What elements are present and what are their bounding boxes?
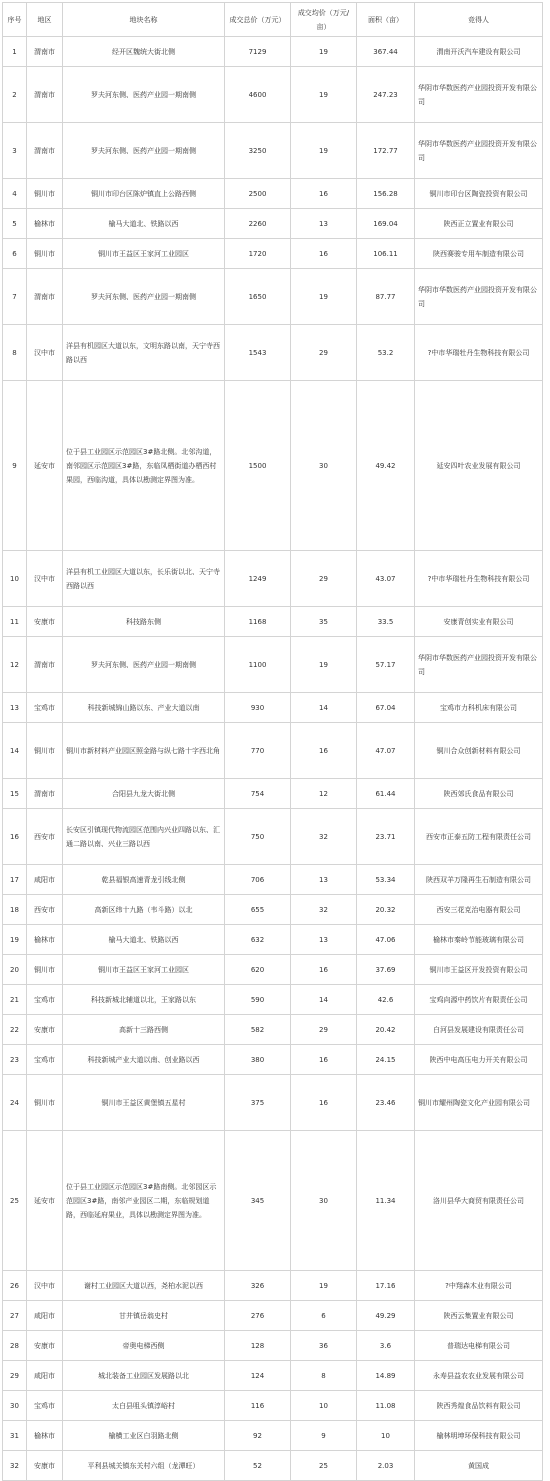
row-plot-name: 洋县有机工业园区大道以东，长乐街以北、天宁寺西路以西 xyxy=(63,551,225,607)
row-avg-price: 19 xyxy=(291,269,357,325)
row-plot-name: 洋县有机园区大道以东，文明东路以南，天宁寺西路以西 xyxy=(63,325,225,381)
row-region: 渭南市 xyxy=(27,269,63,325)
row-buyer: 榆林市秦岭节能玻璃有限公司 xyxy=(415,925,543,955)
table-row xyxy=(3,985,543,1015)
row-number: 7 xyxy=(3,269,27,325)
row-region: 宝鸡市 xyxy=(27,985,63,1015)
row-buyer: 黄国成 xyxy=(415,1451,543,1481)
header-total: 成交总价（万元） xyxy=(225,3,291,37)
row-buyer: 洛川县华大商贸有限责任公司 xyxy=(415,1131,543,1271)
row-avg-price: 29 xyxy=(291,551,357,607)
header-no: 序号 xyxy=(3,3,27,37)
row-total-price: 124 xyxy=(225,1361,291,1391)
row-buyer: 铜川市印台区陶瓷投资有限公司 xyxy=(415,179,543,209)
row-number: 9 xyxy=(3,381,27,551)
row-avg-price: 19 xyxy=(291,1271,357,1301)
row-avg-price: 29 xyxy=(291,325,357,381)
table-row xyxy=(3,779,543,809)
row-total-price: 326 xyxy=(225,1271,291,1301)
row-area: 10 xyxy=(357,1421,415,1451)
row-plot-name: 罗夫河东侧、医药产业园一期南侧 xyxy=(63,637,225,693)
row-avg-price: 16 xyxy=(291,723,357,779)
row-avg-price: 14 xyxy=(291,693,357,723)
row-area: 24.15 xyxy=(357,1045,415,1075)
table-row xyxy=(3,1301,543,1331)
row-avg-price: 19 xyxy=(291,67,357,123)
row-region: 铜川市 xyxy=(27,1075,63,1131)
row-area: 14.89 xyxy=(357,1361,415,1391)
row-avg-price: 32 xyxy=(291,895,357,925)
row-region: 榆林市 xyxy=(27,209,63,239)
row-total-price: 116 xyxy=(225,1391,291,1421)
row-number: 13 xyxy=(3,693,27,723)
row-plot-name: 高新十三路西侧 xyxy=(63,1015,225,1045)
row-region: 安康市 xyxy=(27,607,63,637)
row-buyer: 陕西赛骏专用车制造有限公司 xyxy=(415,239,543,269)
row-total-price: 2500 xyxy=(225,179,291,209)
table-row xyxy=(3,865,543,895)
row-buyer: 陕西中电高压电力开关有限公司 xyxy=(415,1045,543,1075)
row-region: 延安市 xyxy=(27,1131,63,1271)
row-total-price: 582 xyxy=(225,1015,291,1045)
table-row xyxy=(3,809,543,865)
row-buyer: 榆林明坤环保科技有限公司 xyxy=(415,1421,543,1451)
row-buyer: 陕西秀煌食品饮料有限公司 xyxy=(415,1391,543,1421)
table-row xyxy=(3,693,543,723)
row-plot-name: 合阳县九龙大街北侧 xyxy=(63,779,225,809)
row-area: 106.11 xyxy=(357,239,415,269)
row-total-price: 1543 xyxy=(225,325,291,381)
row-avg-price: 36 xyxy=(291,1331,357,1361)
row-total-price: 1249 xyxy=(225,551,291,607)
row-buyer: 宝鸡向源中药饮片有限责任公司 xyxy=(415,985,543,1015)
table-row xyxy=(3,1015,543,1045)
row-plot-name: 位于县工业园区示范园区3#路北侧。北邻沟道，南邻园区示范园区3#路，东临凤栖街道办栖西村果园，西临沟道，具体以勘测定界图为准。 xyxy=(63,381,225,551)
row-area: 20.42 xyxy=(357,1015,415,1045)
table-row xyxy=(3,179,543,209)
row-plot-name: 罗夫河东侧、医药产业园一期南侧 xyxy=(63,269,225,325)
table-row xyxy=(3,67,543,123)
row-plot-name: 平利县城关镇东关村六组（龙潭旺） xyxy=(63,1451,225,1481)
row-total-price: 52 xyxy=(225,1451,291,1481)
row-region: 宝鸡市 xyxy=(27,1391,63,1421)
row-buyer: 铜川合众创新材料有限公司 xyxy=(415,723,543,779)
row-area: 367.44 xyxy=(357,37,415,67)
row-number: 28 xyxy=(3,1331,27,1361)
row-area: 61.44 xyxy=(357,779,415,809)
row-number: 12 xyxy=(3,637,27,693)
row-plot-name: 铜川市印台区陈炉镇直上公路西侧 xyxy=(63,179,225,209)
row-area: 3.6 xyxy=(357,1331,415,1361)
table-row xyxy=(3,637,543,693)
row-plot-name: 榆马大道北、铁路以西 xyxy=(63,925,225,955)
row-total-price: 930 xyxy=(225,693,291,723)
row-area: 33.5 xyxy=(357,607,415,637)
row-region: 榆林市 xyxy=(27,1421,63,1451)
table-row xyxy=(3,239,543,269)
row-plot-name: 铜川市王益区王家河工业园区 xyxy=(63,239,225,269)
table-body xyxy=(3,37,543,1481)
row-total-price: 375 xyxy=(225,1075,291,1131)
row-plot-name: 榆马大道北、铁路以西 xyxy=(63,209,225,239)
row-area: 47.07 xyxy=(357,723,415,779)
row-avg-price: 6 xyxy=(291,1301,357,1331)
row-number: 23 xyxy=(3,1045,27,1075)
table-row xyxy=(3,955,543,985)
table-row xyxy=(3,269,543,325)
row-avg-price: 29 xyxy=(291,1015,357,1045)
row-plot-name: 铜川市王益区王家河工业园区 xyxy=(63,955,225,985)
row-number: 24 xyxy=(3,1075,27,1131)
row-avg-price: 10 xyxy=(291,1391,357,1421)
row-number: 16 xyxy=(3,809,27,865)
row-buyer: 渭南开沃汽车建设有限公司 xyxy=(415,37,543,67)
row-number: 5 xyxy=(3,209,27,239)
row-total-price: 1168 xyxy=(225,607,291,637)
row-buyer: 华阴市华数医药产业园投资开发有限公司 xyxy=(415,269,543,325)
row-buyer: ?中市华瑞牡丹生物科技有限公司 xyxy=(415,551,543,607)
row-area: 172.77 xyxy=(357,123,415,179)
row-region: 渭南市 xyxy=(27,67,63,123)
table-row xyxy=(3,925,543,955)
land-transaction-table xyxy=(2,2,543,1481)
row-number: 15 xyxy=(3,779,27,809)
header-area: 面积（亩） xyxy=(357,3,415,37)
row-region: 铜川市 xyxy=(27,955,63,985)
row-area: 23.71 xyxy=(357,809,415,865)
row-region: 咸阳市 xyxy=(27,1361,63,1391)
row-total-price: 7129 xyxy=(225,37,291,67)
row-region: 铜川市 xyxy=(27,723,63,779)
table-row xyxy=(3,1271,543,1301)
table-row xyxy=(3,381,543,551)
row-area: 2.03 xyxy=(357,1451,415,1481)
row-avg-price: 13 xyxy=(291,209,357,239)
row-region: 安康市 xyxy=(27,1451,63,1481)
row-avg-price: 9 xyxy=(291,1421,357,1451)
row-plot-name: 帝奥电梯西侧 xyxy=(63,1331,225,1361)
table-row xyxy=(3,1361,543,1391)
row-avg-price: 16 xyxy=(291,955,357,985)
table-row xyxy=(3,325,543,381)
row-area: 17.16 xyxy=(357,1271,415,1301)
row-buyer: 铜川市耀州陶瓷文化产业园有限公司 xyxy=(415,1075,543,1131)
row-total-price: 1500 xyxy=(225,381,291,551)
row-area: 53.34 xyxy=(357,865,415,895)
row-region: 宝鸡市 xyxy=(27,693,63,723)
row-avg-price: 25 xyxy=(291,1451,357,1481)
row-region: 宝鸡市 xyxy=(27,1045,63,1075)
row-area: 156.28 xyxy=(357,179,415,209)
row-plot-name: 位于县工业园区示范园区3#路南侧。北邻园区示范园区3#路，南邻产业园区二期，东临规划道路，西临延府果业，具体以勘测定界图为准。 xyxy=(63,1131,225,1271)
table-row xyxy=(3,1421,543,1451)
table-row xyxy=(3,123,543,179)
row-area: 47.06 xyxy=(357,925,415,955)
row-number: 3 xyxy=(3,123,27,179)
row-area: 247.23 xyxy=(357,67,415,123)
header-plot: 地块名称 xyxy=(63,3,225,37)
row-region: 汉中市 xyxy=(27,325,63,381)
row-region: 铜川市 xyxy=(27,239,63,269)
row-area: 37.69 xyxy=(357,955,415,985)
row-total-price: 590 xyxy=(225,985,291,1015)
table-row xyxy=(3,1451,543,1481)
row-total-price: 3250 xyxy=(225,123,291,179)
row-number: 17 xyxy=(3,865,27,895)
row-area: 20.32 xyxy=(357,895,415,925)
row-plot-name: 谢村工业园区大道以西，尧柏水泥以西 xyxy=(63,1271,225,1301)
row-plot-name: 科技新城产业大道以南、创业路以西 xyxy=(63,1045,225,1075)
row-total-price: 620 xyxy=(225,955,291,985)
row-buyer: 陕西正立置业有限公司 xyxy=(415,209,543,239)
row-plot-name: 乾县福银高速青龙引线北侧 xyxy=(63,865,225,895)
row-buyer: 华阴市华数医药产业园投资开发有限公司 xyxy=(415,123,543,179)
row-number: 26 xyxy=(3,1271,27,1301)
row-number: 14 xyxy=(3,723,27,779)
row-region: 咸阳市 xyxy=(27,865,63,895)
row-area: 57.17 xyxy=(357,637,415,693)
row-plot-name: 铜川市王益区黄堡镇五星村 xyxy=(63,1075,225,1131)
row-area: 11.08 xyxy=(357,1391,415,1421)
row-avg-price: 16 xyxy=(291,1045,357,1075)
row-avg-price: 16 xyxy=(291,179,357,209)
row-plot-name: 高新区纬十九路（韦斗路）以北 xyxy=(63,895,225,925)
row-number: 22 xyxy=(3,1015,27,1045)
row-region: 安康市 xyxy=(27,1331,63,1361)
table-row xyxy=(3,37,543,67)
row-buyer: 华阴市华数医药产业园投资开发有限公司 xyxy=(415,637,543,693)
row-avg-price: 19 xyxy=(291,37,357,67)
row-avg-price: 12 xyxy=(291,779,357,809)
row-avg-price: 16 xyxy=(291,1075,357,1131)
row-buyer: ?中市华瑞牡丹生物科技有限公司 xyxy=(415,325,543,381)
row-avg-price: 16 xyxy=(291,239,357,269)
row-plot-name: 罗夫河东侧、医药产业园一期南侧 xyxy=(63,67,225,123)
row-plot-name: 科技新城北辅道以北，王家路以东 xyxy=(63,985,225,1015)
row-buyer: 西安市正泰五防工程有限责任公司 xyxy=(415,809,543,865)
row-number: 18 xyxy=(3,895,27,925)
row-total-price: 770 xyxy=(225,723,291,779)
row-number: 29 xyxy=(3,1361,27,1391)
row-region: 安康市 xyxy=(27,1015,63,1045)
header-avg: 成交均价（万元/亩） xyxy=(291,3,357,37)
row-buyer: 普瑞达电梯有限公司 xyxy=(415,1331,543,1361)
table-row xyxy=(3,1075,543,1131)
row-buyer: 延安四叶农业发展有限公司 xyxy=(415,381,543,551)
row-avg-price: 19 xyxy=(291,637,357,693)
row-area: 42.6 xyxy=(357,985,415,1015)
row-number: 1 xyxy=(3,37,27,67)
table-header-row xyxy=(3,3,543,37)
row-area: 169.04 xyxy=(357,209,415,239)
row-total-price: 754 xyxy=(225,779,291,809)
row-plot-name: 铜川市新材料产业园区照金路与纵七路十字西北角 xyxy=(63,723,225,779)
row-plot-name: 经开区魏统大街北侧 xyxy=(63,37,225,67)
row-buyer: 华阴市华数医药产业园投资开发有限公司 xyxy=(415,67,543,123)
row-number: 21 xyxy=(3,985,27,1015)
row-total-price: 128 xyxy=(225,1331,291,1361)
row-region: 渭南市 xyxy=(27,37,63,67)
row-total-price: 1100 xyxy=(225,637,291,693)
row-area: 49.29 xyxy=(357,1301,415,1331)
row-number: 10 xyxy=(3,551,27,607)
table-row xyxy=(3,1131,543,1271)
row-buyer: 陕西云集置业有限公司 xyxy=(415,1301,543,1331)
row-buyer: 安康青创实业有限公司 xyxy=(415,607,543,637)
row-region: 渭南市 xyxy=(27,637,63,693)
row-area: 11.34 xyxy=(357,1131,415,1271)
row-avg-price: 19 xyxy=(291,123,357,179)
row-region: 渭南市 xyxy=(27,779,63,809)
row-number: 25 xyxy=(3,1131,27,1271)
row-number: 32 xyxy=(3,1451,27,1481)
row-number: 27 xyxy=(3,1301,27,1331)
row-avg-price: 30 xyxy=(291,381,357,551)
row-region: 西安市 xyxy=(27,809,63,865)
row-total-price: 1720 xyxy=(225,239,291,269)
row-region: 汉中市 xyxy=(27,551,63,607)
row-region: 西安市 xyxy=(27,895,63,925)
table-row xyxy=(3,895,543,925)
table-row xyxy=(3,1045,543,1075)
row-plot-name: 长安区引镇现代物流园区范围内兴业四路以东、汇通二路以南、兴业三路以西 xyxy=(63,809,225,865)
table-row xyxy=(3,551,543,607)
row-total-price: 92 xyxy=(225,1421,291,1451)
row-total-price: 4600 xyxy=(225,67,291,123)
row-avg-price: 35 xyxy=(291,607,357,637)
row-plot-name: 罗夫河东侧、医药产业园一期南侧 xyxy=(63,123,225,179)
row-plot-name: 甘井镇岳翁史村 xyxy=(63,1301,225,1331)
table-row xyxy=(3,1331,543,1361)
row-region: 铜川市 xyxy=(27,179,63,209)
row-buyer: 白河县发展建设有限责任公司 xyxy=(415,1015,543,1045)
table-row xyxy=(3,1391,543,1421)
row-total-price: 750 xyxy=(225,809,291,865)
row-area: 87.77 xyxy=(357,269,415,325)
row-plot-name: 城北装备工业园区发展路以北 xyxy=(63,1361,225,1391)
row-number: 30 xyxy=(3,1391,27,1421)
row-plot-name: 科技新城锦山路以东、产业大道以南 xyxy=(63,693,225,723)
table-row xyxy=(3,723,543,779)
row-number: 2 xyxy=(3,67,27,123)
row-buyer: 陕西双羊万隆再生石制造有限公司 xyxy=(415,865,543,895)
row-buyer: 铜川市王益区开发投资有限公司 xyxy=(415,955,543,985)
table-row xyxy=(3,607,543,637)
row-plot-name: 榆横工业区白羽路北侧 xyxy=(63,1421,225,1451)
row-total-price: 1650 xyxy=(225,269,291,325)
row-buyer: ?中翔森木业有限公司 xyxy=(415,1271,543,1301)
row-buyer: 永寿县益农农业发展有限公司 xyxy=(415,1361,543,1391)
row-area: 23.46 xyxy=(357,1075,415,1131)
header-buyer: 竞得人 xyxy=(415,3,543,37)
row-number: 20 xyxy=(3,955,27,985)
row-plot-name: 太白县咀头镇淳峪村 xyxy=(63,1391,225,1421)
row-area: 67.04 xyxy=(357,693,415,723)
row-area: 53.2 xyxy=(357,325,415,381)
row-total-price: 632 xyxy=(225,925,291,955)
row-number: 31 xyxy=(3,1421,27,1451)
table-row xyxy=(3,209,543,239)
row-number: 19 xyxy=(3,925,27,955)
row-total-price: 655 xyxy=(225,895,291,925)
row-number: 8 xyxy=(3,325,27,381)
row-total-price: 380 xyxy=(225,1045,291,1075)
row-avg-price: 30 xyxy=(291,1131,357,1271)
row-total-price: 706 xyxy=(225,865,291,895)
row-total-price: 345 xyxy=(225,1131,291,1271)
row-avg-price: 8 xyxy=(291,1361,357,1391)
row-total-price: 2260 xyxy=(225,209,291,239)
row-region: 渭南市 xyxy=(27,123,63,179)
row-buyer: 陕西郊氏食品有限公司 xyxy=(415,779,543,809)
row-region: 延安市 xyxy=(27,381,63,551)
row-avg-price: 13 xyxy=(291,925,357,955)
row-number: 11 xyxy=(3,607,27,637)
row-buyer: 宝鸡市力科机床有限公司 xyxy=(415,693,543,723)
row-number: 4 xyxy=(3,179,27,209)
row-region: 咸阳市 xyxy=(27,1301,63,1331)
row-plot-name: 科技路东侧 xyxy=(63,607,225,637)
row-buyer: 西安三花克治电器有限公司 xyxy=(415,895,543,925)
header-region: 地区 xyxy=(27,3,63,37)
row-number: 6 xyxy=(3,239,27,269)
row-region: 榆林市 xyxy=(27,925,63,955)
row-avg-price: 13 xyxy=(291,865,357,895)
row-region: 汉中市 xyxy=(27,1271,63,1301)
row-total-price: 276 xyxy=(225,1301,291,1331)
row-avg-price: 14 xyxy=(291,985,357,1015)
row-area: 49.42 xyxy=(357,381,415,551)
row-avg-price: 32 xyxy=(291,809,357,865)
row-area: 43.07 xyxy=(357,551,415,607)
